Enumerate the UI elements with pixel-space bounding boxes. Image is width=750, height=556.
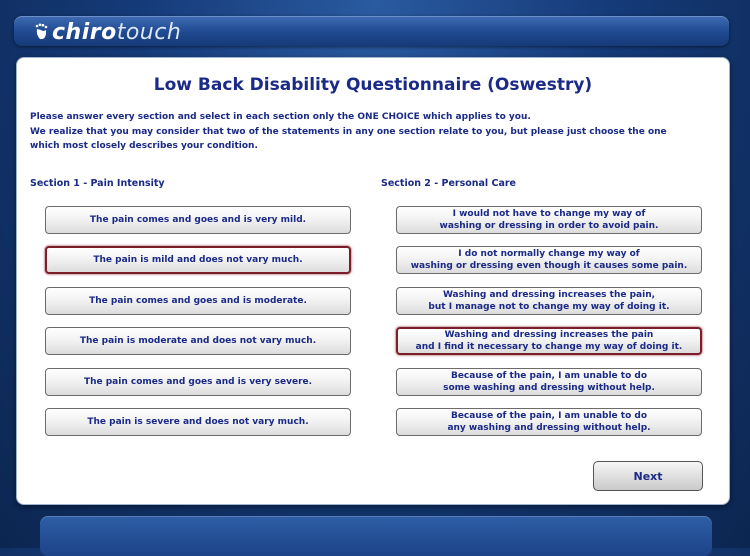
section-2-title: Section 2 - Personal Care bbox=[381, 178, 516, 189]
option-label: The pain is severe and does not vary much. bbox=[87, 417, 309, 427]
logo-text-bold: chiro bbox=[52, 19, 117, 45]
instruction-line-1: Please answer every section and select in each section only the ONE CHOICE which applies to you. bbox=[30, 112, 531, 122]
option-label-line-1: Because of the pain, I am unable to do bbox=[450, 371, 648, 381]
option-label-line-1: I do not normally change my way of bbox=[458, 249, 640, 259]
section-2-option-1[interactable] bbox=[396, 206, 702, 234]
hand-icon bbox=[34, 23, 48, 41]
section-2-option-3[interactable] bbox=[396, 287, 702, 315]
option-label-line-2: and I find it necessary to change my way of doing it. bbox=[415, 342, 683, 352]
option-label-line-1: Washing and dressing increases the pain bbox=[444, 330, 654, 340]
bottom-bar bbox=[40, 516, 712, 556]
option-label-line-2: some washing and dressing without help. bbox=[443, 383, 655, 393]
option-label: The pain comes and goes and is moderate. bbox=[89, 296, 307, 306]
option-label-line-2: any washing and dressing without help. bbox=[447, 423, 651, 433]
option-label: The pain is moderate and does not vary much. bbox=[79, 336, 317, 346]
chirotouch-logo bbox=[34, 19, 181, 45]
section-2-option-4[interactable] bbox=[396, 327, 702, 355]
page-title: Low Back Disability Questionnaire (Oswestry) bbox=[153, 75, 593, 95]
logo-text-light: touch bbox=[116, 19, 182, 45]
section-1-option-5[interactable] bbox=[45, 368, 351, 396]
instructions bbox=[30, 110, 720, 154]
option-label-line-1: Because of the pain, I am unable to do bbox=[450, 411, 648, 421]
section-2-option-5[interactable] bbox=[396, 368, 702, 396]
section-2-option-6[interactable] bbox=[396, 408, 702, 436]
option-label-line-2: but I manage not to change my way of doing it. bbox=[428, 302, 670, 312]
section-1-title: Section 1 - Pain Intensity bbox=[30, 178, 165, 189]
instruction-line-2: We realize that you may consider that two of the statements in any one section relate to you, but please just choose the one bbox=[30, 126, 667, 137]
next-button[interactable]: Next bbox=[593, 461, 703, 491]
section-1-option-4[interactable] bbox=[45, 327, 351, 355]
option-label-line-1: I would not have to change my way of bbox=[452, 209, 646, 219]
section-1-option-2[interactable] bbox=[45, 246, 351, 274]
option-label: The pain comes and goes and is very mild. bbox=[89, 215, 307, 225]
section-1-option-1[interactable] bbox=[45, 206, 351, 234]
option-label-line-2: washing or dressing in order to avoid pain. bbox=[439, 221, 659, 231]
header-bar bbox=[0, 0, 750, 54]
section-1-option-6[interactable] bbox=[45, 408, 351, 436]
option-label-line-2: washing or dressing even though it causes some pain. bbox=[410, 261, 688, 271]
option-label: The pain comes and goes and is very severe. bbox=[83, 377, 313, 387]
questionnaire-panel bbox=[16, 57, 730, 505]
option-label: The pain is mild and does not vary much. bbox=[93, 255, 303, 265]
instruction-line-3: which most closely describes your condition. bbox=[30, 141, 258, 151]
option-label-line-1: Washing and dressing increases the pain, bbox=[442, 290, 656, 300]
section-2-option-2[interactable] bbox=[396, 246, 702, 274]
section-1-option-3[interactable] bbox=[45, 287, 351, 315]
